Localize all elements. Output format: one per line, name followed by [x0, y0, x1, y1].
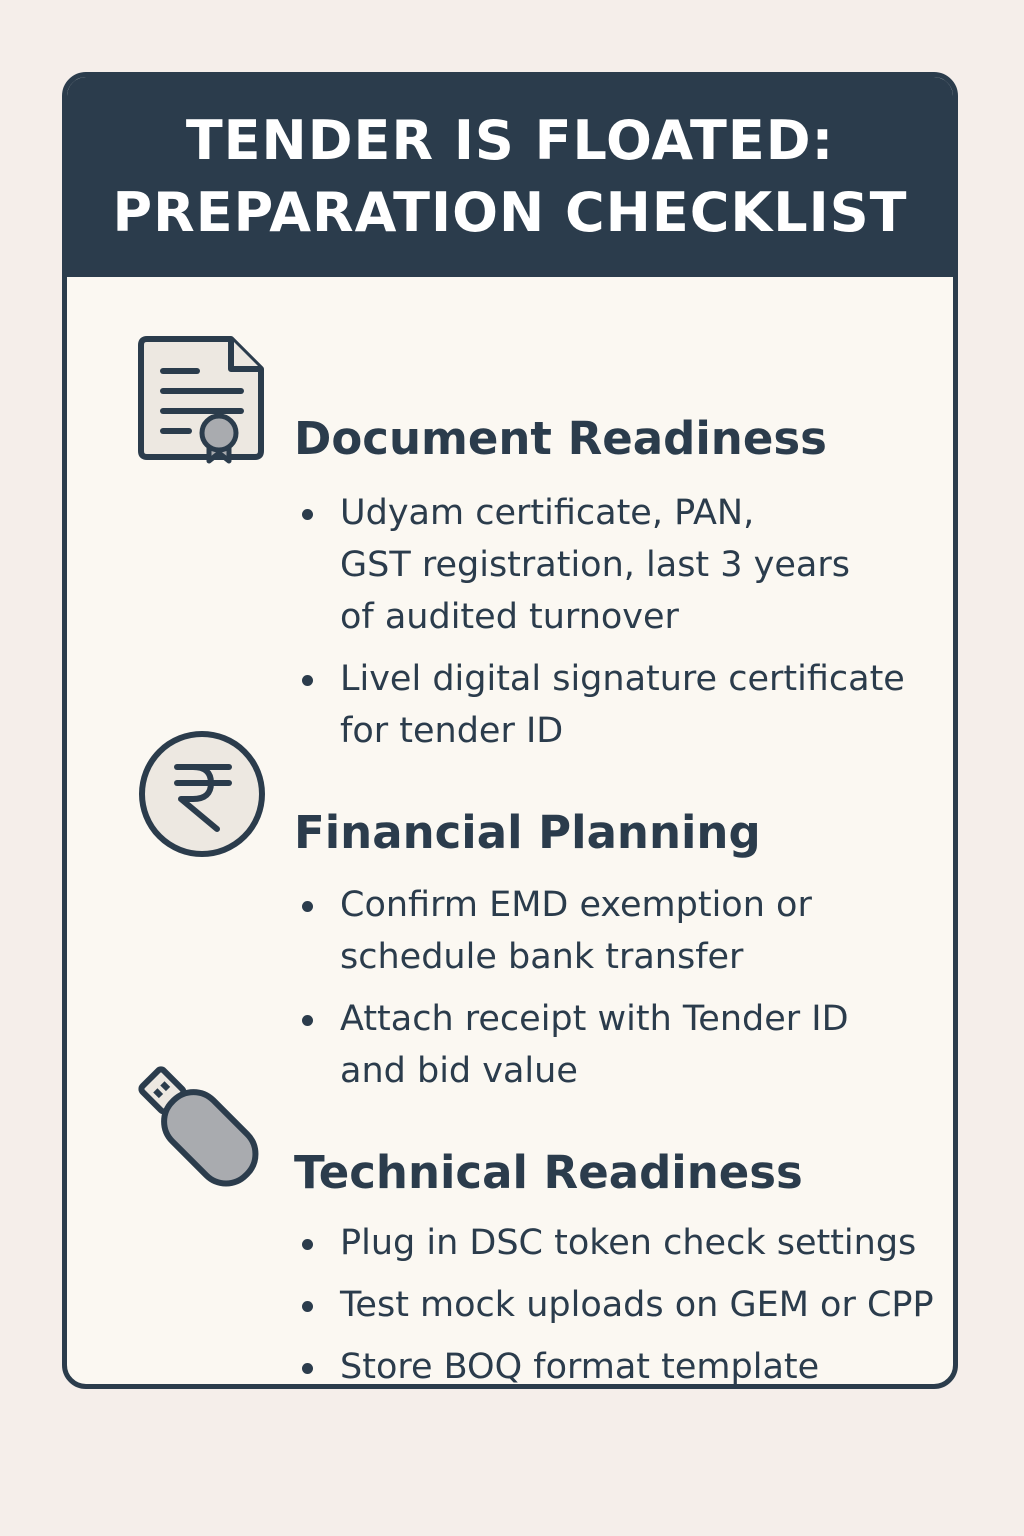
usb-token-icon: [137, 1065, 267, 1195]
list-item-line: Plug in DSC token check settings: [340, 1223, 917, 1263]
document-certificate-icon: [137, 335, 267, 465]
list-item-line: Test mock uploads on GEM or CPP: [340, 1285, 934, 1325]
section-title-document-readiness: Document Readiness: [294, 412, 827, 465]
list-item-line: Udyam certificate, PAN,: [340, 493, 755, 533]
list-item: [294, 487, 905, 643]
list-item-line: Store BOQ format template: [340, 1347, 820, 1387]
section-title-financial-planning: Financial Planning: [294, 806, 761, 859]
technical-readiness-list: [294, 1217, 934, 1389]
list-item: [294, 653, 905, 757]
list-item-line: Livel digital signature certificate: [340, 659, 905, 699]
list-item-line: Attach receipt with Tender ID: [340, 999, 849, 1039]
list-item-line: Confirm EMD exemption or: [340, 885, 812, 925]
list-item: [294, 1217, 934, 1269]
list-item-line: GST registration, last 3 years: [340, 545, 850, 585]
list-item: [294, 1341, 934, 1389]
list-item-line: and bid value: [340, 1051, 578, 1091]
list-item-line: for tender ID: [340, 711, 564, 751]
checklist-header: [67, 77, 953, 277]
section-title-technical-readiness: Technical Readiness: [294, 1146, 803, 1199]
list-item-line: schedule bank transfer: [340, 937, 744, 977]
financial-planning-list: [294, 879, 849, 1097]
list-item: [294, 879, 849, 983]
list-item-line: of audited turnover: [340, 597, 679, 637]
document-readiness-list: [294, 487, 905, 757]
list-item: [294, 1279, 934, 1331]
header-title-line-1: TENDER IS FLOATED:: [185, 109, 835, 172]
header-title-line-2: PREPARATION CHECKLIST: [112, 181, 908, 244]
rupee-icon: [137, 729, 267, 859]
checklist-card: [62, 72, 958, 1389]
list-item: [294, 993, 849, 1097]
